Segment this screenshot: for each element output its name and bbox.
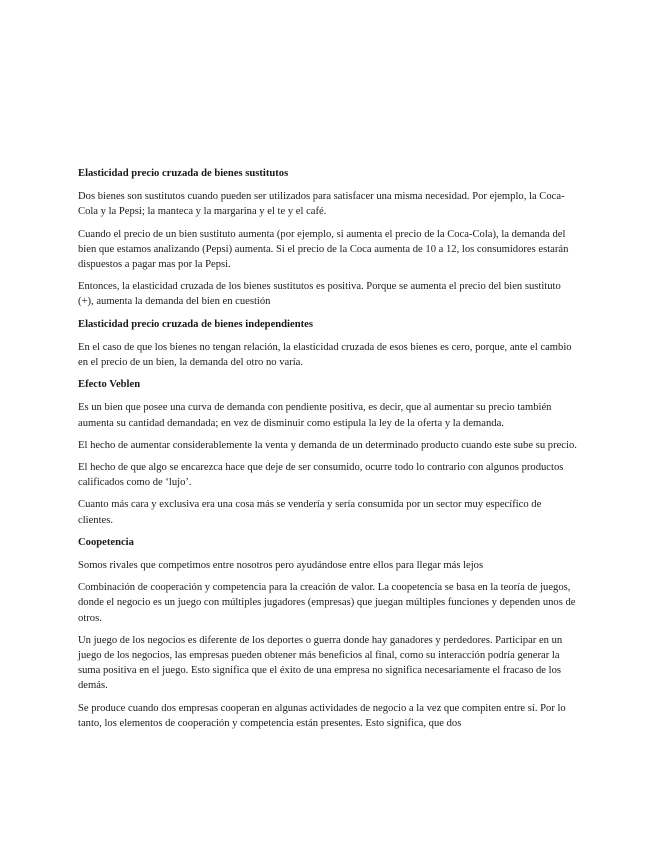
section-veblen bbox=[78, 377, 578, 528]
paragraph: Cuanto más cara y exclusiva era una cosa más se vendería y sería consumida por un sector muy específico de clientes. bbox=[78, 499, 542, 526]
paragraph: Combinación de cooperación y competencia para la creación de valor. La coopetencia se basa en la teoría de juegos, donde el negocio es un juego con múltiples jugadores (empresas) que juegan múltiples funciones y dependen unos de otros. bbox=[78, 582, 576, 624]
section-coopetencia bbox=[78, 535, 578, 731]
paragraph: Un juego de los negocios es diferente de los deportes o guerra donde hay ganadores y perdedores. Participar en un juego de los negocios, las empresas pueden obtener más beneficios al final, como su interacción podría generar la suma positiva en el juego. Esto significa que el éxito de una empresa no significa necesariamente el fracaso de los demás. bbox=[78, 634, 563, 692]
section-sustitutos bbox=[78, 166, 578, 310]
paragraph: El hecho de aumentar considerablemente la venta y demanda de un determinado producto cuando este sube su precio. bbox=[78, 439, 577, 451]
section-heading: Elasticidad precio cruzada de bienes independientes bbox=[78, 318, 313, 330]
section-independientes bbox=[78, 317, 578, 371]
paragraph: Dos bienes son sustitutos cuando pueden ser utilizados para satisfacer una misma necesidad. Por ejemplo, la Coca-Cola y la Pepsi; la manteca y la margarina y el te y el café. bbox=[78, 191, 565, 218]
section-heading: Efecto Veblen bbox=[78, 379, 141, 391]
paragraph: Cuando el precio de un bien sustituto aumenta (por ejemplo, si aumenta el precio de la Coca-Cola), la demanda del bien que estamos analizando (Pepsi) aumenta. Si el precio de la Coca aumenta de 10 a 12, los consumidores estarán dispuestos a pagar mas por la Pepsi. bbox=[78, 228, 569, 271]
paragraph: En el caso de que los bienes no tengan relación, la elasticidad cruzada de esos bienes es cero, porque, ante el cambio en el precio de un bien, la demanda del otro no varía. bbox=[78, 341, 572, 369]
paragraph: Somos rivales que competimos entre nosotros pero ayudándose entre ellos para llegar más lejos bbox=[78, 560, 484, 572]
paragraph: Se produce cuando dos empresas cooperan en algunas actividades de negocio a la vez que compiten entre sí. Por lo tanto, los elementos de cooperación y competencia están presentes. Esto significa, que dos bbox=[78, 702, 566, 729]
paragraph: El hecho de que algo se encarezca hace que deje de ser consumido, ocurre todo lo contrario con algunos productos calificados como de ‘lujo’. bbox=[78, 462, 564, 489]
section-heading: Elasticidad precio cruzada de bienes sustitutos bbox=[78, 168, 289, 179]
paragraph: Es un bien que posee una curva de demanda con pendiente positiva, es decir, que al aumentar su precio también aumenta su cantidad demandada; en vez de disminuir como estipula la ley de la oferta y la demanda. bbox=[78, 402, 552, 429]
section-heading: Coopetencia bbox=[78, 536, 134, 548]
document-body bbox=[78, 166, 578, 738]
paragraph: Entonces, la elasticidad cruzada de los bienes sustitutos es positiva. Porque se aumenta el precio del bien sustituto (+), aumenta la demanda del bien en cuestión bbox=[78, 281, 561, 308]
